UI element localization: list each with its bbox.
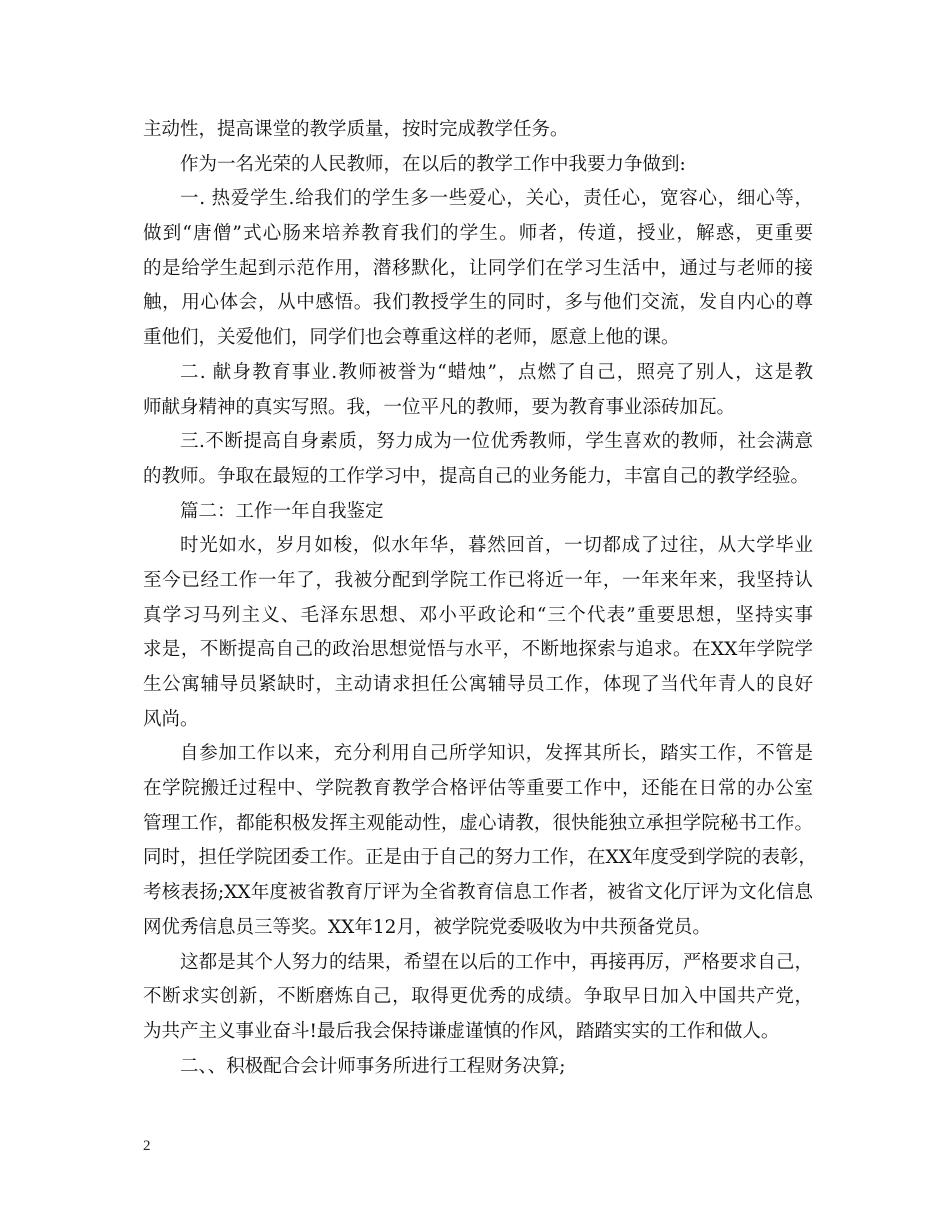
text-line: 触，用心体会，从中感悟。我们教授学生的同时，多与他们交流，发自内心的尊: [143, 292, 813, 314]
text-line: 至今已经工作一年了，我被分配到学院工作已将近一年，一年来年来，我坚持认: [143, 569, 813, 591]
text-line: 考核表扬;XX年度被省教育厅评为全省教育信息工作者，被省文化厅评为文化信息: [143, 882, 813, 904]
text-line: 自参加工作以来，充分利用自己所学知识，发挥其所长，踏实工作，不管是: [180, 743, 813, 765]
text-line: 风尚。: [143, 708, 199, 730]
text-line: 这都是其个人努力的结果，希望在以后的工作中，再接再厉，严格要求自己，: [180, 951, 813, 973]
text-line: 的教师。争取在最短的工作学习中，提高自己的业务能力，丰富自己的教学经验。: [143, 465, 810, 487]
page-number: 2: [143, 1138, 151, 1154]
text-line: 生公寓辅导员紧缺时，主动请求担任公寓辅导员工作，体现了当代年青人的良好: [143, 674, 813, 695]
text-line: 真学习马列主义、毛泽东思想、邓小平政论和“三个代表”重要思想，坚持实事: [143, 604, 813, 626]
text-line: 二、、积极配合会计师事务所进行工程财务决算;: [180, 1055, 566, 1077]
text-line: 求是，不断提高自己的政治思想觉悟与水平，不断地探索与追求。在XX年学院学: [143, 639, 813, 661]
text-line: 作为一名光荣的人民教师，在以后的教学工作中我要力争做到:: [180, 153, 686, 175]
text-line: 网优秀信息员三等奖。XX年12月，被学院党委吸收为中共预备党员。: [143, 916, 711, 938]
text-line: 三.不断提高自身素质，努力成为一位优秀教师，学生喜欢的教师，社会满意: [180, 431, 813, 453]
text-line: 二. 献身教育事业.教师被誉为“蜡烛”，点燃了自己，照亮了别人，这是教: [180, 361, 813, 383]
text-line: 不断求实创新，不断磨炼自己，取得更优秀的成绩。争取早日加入中国共产党，: [143, 986, 813, 1008]
text-line: 重他们，关爱他们，同学们也会尊重这样的老师，愿意上他的课。: [143, 327, 680, 349]
text-line: 为共产主义事业奋斗!最后我会保持谦虚谨慎的作风，踏踏实实的工作和做人。: [143, 1020, 780, 1042]
text-line: 做到“唐僧”式心肠来培养教育我们的学生。师者，传道，授业，解惑，更重要: [143, 223, 813, 245]
text-line: 时光如水，岁月如梭，似水年华，暮然回首，一切都成了过往，从大学毕业: [180, 535, 813, 557]
text-line: 管理工作，都能积极发挥主观能动性，虚心请教，很快能独立承担学院秘书工作。: [143, 812, 813, 834]
text-line: 篇二：工作一年自我鉴定: [180, 500, 384, 522]
text-line: 同时，担任学院团委工作。正是由于自己的努力工作，在XX年度受到学院的表彰，: [143, 847, 817, 869]
text-line: 在学院搬迁过程中、学院教育教学合格评估等重要工作中，还能在日常的办公室: [143, 778, 813, 800]
text-line: 主动性，提高课堂的教学质量，按时完成教学任务。: [143, 119, 569, 140]
text-line: 的是给学生起到示范作用，潜移默化，让同学们在学习生活中，通过与老师的接: [143, 257, 813, 279]
text-line: 师献身精神的真实写照。我，一位平凡的教师，要为教育事业添砖加瓦。: [143, 396, 736, 418]
body-text: [143, 113, 817, 1084]
text-line: 一. 热爱学生.给我们的学生多一些爱心，关心，责任心，宽容心，细心等，: [180, 188, 813, 210]
